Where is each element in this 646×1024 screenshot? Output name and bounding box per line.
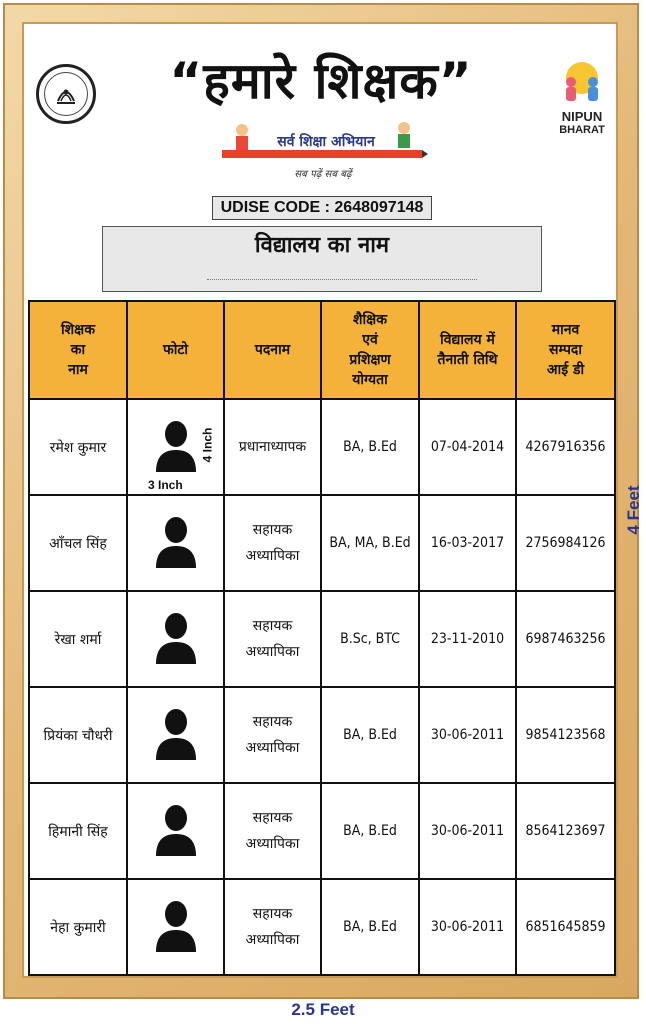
teacher-qualification: BA, B.Ed (321, 399, 419, 495)
teacher-hr-id: 8564123697 (516, 783, 615, 879)
teacher-photo (127, 783, 224, 879)
header-hr-id: मानव सम्पदा आई डी (516, 301, 615, 399)
udise-code: UDISE CODE : 2648097148 (212, 196, 432, 220)
ssa-name: सर्व शिक्षा अभियान (277, 134, 375, 150)
poster-title: “हमारे शिक्षक” (169, 52, 473, 110)
teacher-hr-id: 9854123568 (516, 687, 615, 783)
header-name: शिक्षक का नाम (29, 301, 127, 399)
nipun-line2: BHARAT (559, 124, 605, 136)
teacher-photo (127, 879, 224, 975)
teacher-photo (127, 591, 224, 687)
school-name-line (207, 279, 477, 280)
height-dimension-label: 4 Feet (624, 485, 643, 535)
teacher-photo (127, 399, 224, 495)
teacher-hr-id: 2756984126 (516, 495, 615, 591)
header-photo: फोटो (127, 301, 224, 399)
person-silhouette-icon (154, 516, 198, 570)
teacher-hr-id: 6987463256 (516, 591, 615, 687)
width-dimension-label: 2.5 Feet (291, 1000, 355, 1019)
teacher-qualification: BA, B.Ed (321, 687, 419, 783)
school-name-label: विद्यालय का नाम (254, 233, 390, 258)
nipun-bharat-logo-icon (544, 56, 620, 140)
header-designation: पदनाम (224, 301, 321, 399)
teacher-posting-date: 30-06-2011 (419, 687, 516, 783)
teacher-name: आँचल सिंह (29, 495, 127, 591)
teacher-designation: सहायक अध्यापिका (224, 687, 321, 783)
teacher-name: रेखा शर्मा (29, 591, 127, 687)
teacher-posting-date: 30-06-2011 (419, 783, 516, 879)
teacher-posting-date: 23-11-2010 (419, 591, 516, 687)
teacher-designation: सहायक अध्यापिका (224, 495, 321, 591)
teacher-designation: सहायक अध्यापिका (224, 783, 321, 879)
table-row (29, 399, 615, 495)
teacher-designation: सहायक अध्यापिका (224, 879, 321, 975)
teacher-name: हिमानी सिंह (29, 783, 127, 879)
teacher-qualification: BA, B.Ed (321, 783, 419, 879)
table-row (29, 591, 615, 687)
teacher-name: प्रियंका चौधरी (29, 687, 127, 783)
teacher-hr-id: 4267916356 (516, 399, 615, 495)
teacher-posting-date: 16-03-2017 (419, 495, 516, 591)
person-silhouette-icon (154, 612, 198, 666)
teacher-qualification: BA, B.Ed (321, 879, 419, 975)
school-name-box (102, 226, 542, 292)
person-silhouette-icon (154, 900, 198, 954)
header-qualification: शैक्षिक एवं प्रशिक्षण योग्यता (321, 301, 419, 399)
table-row (29, 879, 615, 975)
teacher-qualification: BA, MA, B.Ed (321, 495, 419, 591)
teacher-hr-id: 6851645859 (516, 879, 615, 975)
teachers-table (28, 300, 616, 976)
person-silhouette-icon (154, 420, 198, 474)
teacher-posting-date: 30-06-2011 (419, 879, 516, 975)
teacher-designation: प्रधानाध्यापक (224, 399, 321, 495)
teacher-designation: सहायक अध्यापिका (224, 591, 321, 687)
up-government-emblem-icon (36, 64, 96, 124)
teacher-posting-date: 07-04-2014 (419, 399, 516, 495)
table-header-row (29, 301, 615, 399)
ssa-tagline: सब पढ़ें सब बढ़ें (294, 169, 352, 180)
teacher-name: रमेश कुमार (29, 399, 127, 495)
header-posting-date: विद्यालय में तैनाती तिथि (419, 301, 516, 399)
person-silhouette-icon (154, 804, 198, 858)
table-row (29, 495, 615, 591)
table-row (29, 687, 615, 783)
teacher-name: नेहा कुमारी (29, 879, 127, 975)
photo-width-label: 3 Inch (148, 478, 183, 492)
photo-height-label: 4 Inch (200, 427, 215, 463)
teacher-photo (127, 495, 224, 591)
sarva-shiksha-abhiyan-logo-icon (218, 116, 428, 186)
teacher-qualification: B.Sc, BTC (321, 591, 419, 687)
table-row (29, 783, 615, 879)
nipun-line1: NIPUN (561, 109, 603, 124)
teacher-photo (127, 687, 224, 783)
person-silhouette-icon (154, 708, 198, 762)
